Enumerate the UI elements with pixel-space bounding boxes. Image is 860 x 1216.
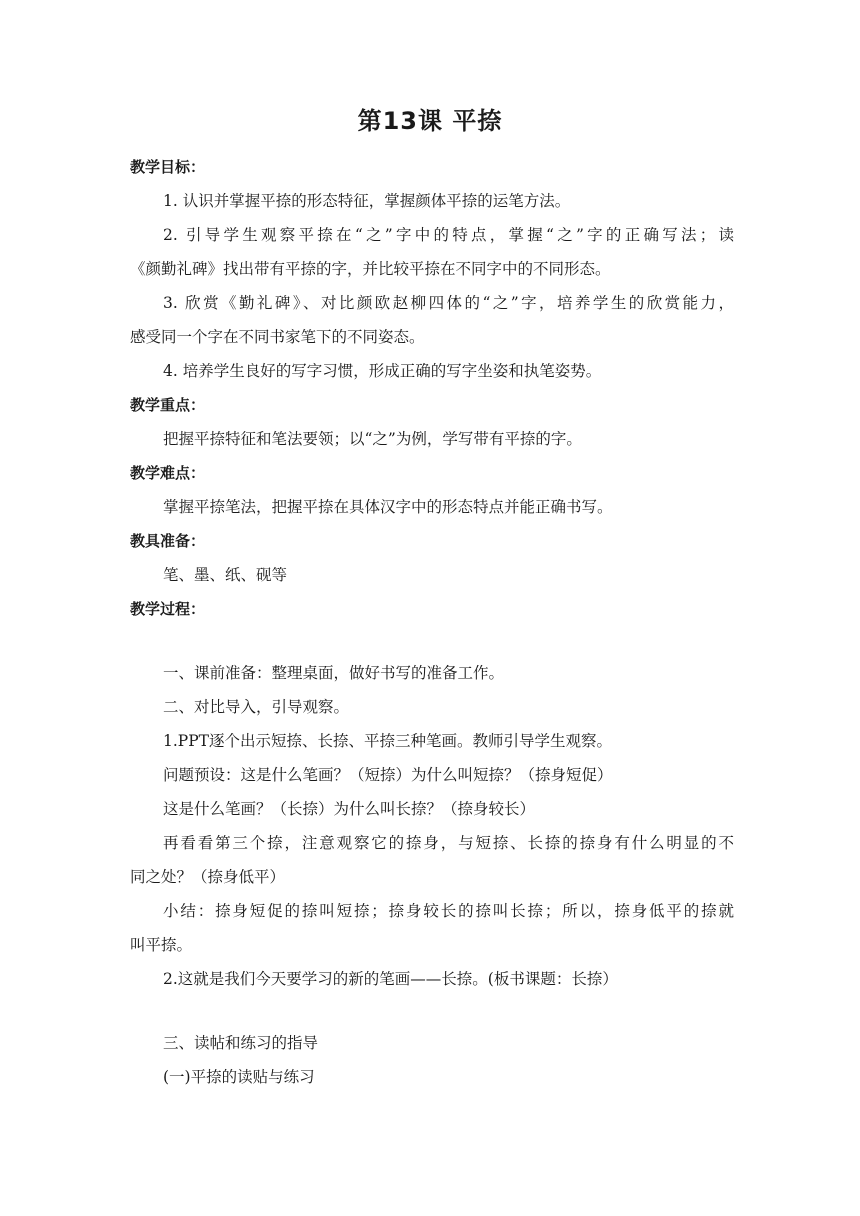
process-step-1: 一、课前准备：整理桌面，做好书写的准备工作。 <box>163 664 505 682</box>
materials-text: 笔、墨、纸、砚等 <box>163 566 288 584</box>
lesson-title: 第13课 平捺 <box>357 107 503 135</box>
process-step-2-item-2: 2.这就是我们今天要学习的新的笔画——长捺。(板书课题：长捺） <box>163 970 618 988</box>
section-heading-materials: 教具准备： <box>130 532 206 550</box>
summary-line-2: 叫平捺。 <box>130 936 193 954</box>
process-step-2-item-1: 1.PPT逐个出示短捺、长捺、平捺三种笔画。教师引导学生观察。 <box>163 732 612 750</box>
section-heading-difficulties: 教学难点： <box>130 464 206 482</box>
summary-line-1: 小结：捺身短促的捺叫短捺；捺身较长的捺叫长捺；所以，捺身低平的捺就 <box>163 902 734 920</box>
question-preset-3-line-2: 同之处？（捺身低平） <box>130 868 286 886</box>
question-preset-2: 这是什么笔画？（长捺）为什么叫长捺？（捺身较长） <box>163 800 536 818</box>
objective-1: 1. 认识并掌握平捺的形态特征，掌握颜体平捺的运笔方法。 <box>163 192 571 210</box>
objective-2-line-1: 2. 引导学生观察平捺在“之”字中的特点，掌握“之”字的正确写法；读 <box>163 226 734 244</box>
objective-2-line-2: 《颜勤礼碑》找出带有平捺的字，并比较平捺在不同字中的不同形态。 <box>130 260 611 278</box>
section-heading-objectives: 教学目标： <box>130 158 206 176</box>
question-preset-1: 问题预设：这是什么笔画？（短捺）为什么叫短捺？（捺身短促） <box>163 766 613 784</box>
section-heading-process: 教学过程： <box>130 600 206 618</box>
process-step-2: 二、对比导入，引导观察。 <box>163 698 350 716</box>
process-step-3: 三、读帖和练习的指导 <box>163 1034 319 1052</box>
objective-3-line-1: 3. 欣赏《勤礼碑》、对比颜欧赵柳四体的“之”字，培养学生的欣赏能力， <box>163 294 734 312</box>
difficulties-text: 掌握平捺笔法，把握平捺在具体汉字中的形态特点并能正确书写。 <box>163 498 613 516</box>
section-heading-key-points: 教学重点： <box>130 396 206 414</box>
objective-3-line-2: 感受同一个字在不同书家笔下的不同姿态。 <box>130 328 425 346</box>
question-preset-3-line-1: 再看看第三个捺，注意观察它的捺身，与短捺、长捺的捺身有什么明显的不 <box>163 834 734 852</box>
key-points-text: 把握平捺特征和笔法要领；以“之”为例，学写带有平捺的字。 <box>163 430 582 448</box>
objective-4: 4. 培养学生良好的写字习惯，形成正确的写字坐姿和执笔姿势。 <box>163 362 602 380</box>
process-step-3-sub-1: (一)平捺的读贴与练习 <box>163 1068 315 1086</box>
